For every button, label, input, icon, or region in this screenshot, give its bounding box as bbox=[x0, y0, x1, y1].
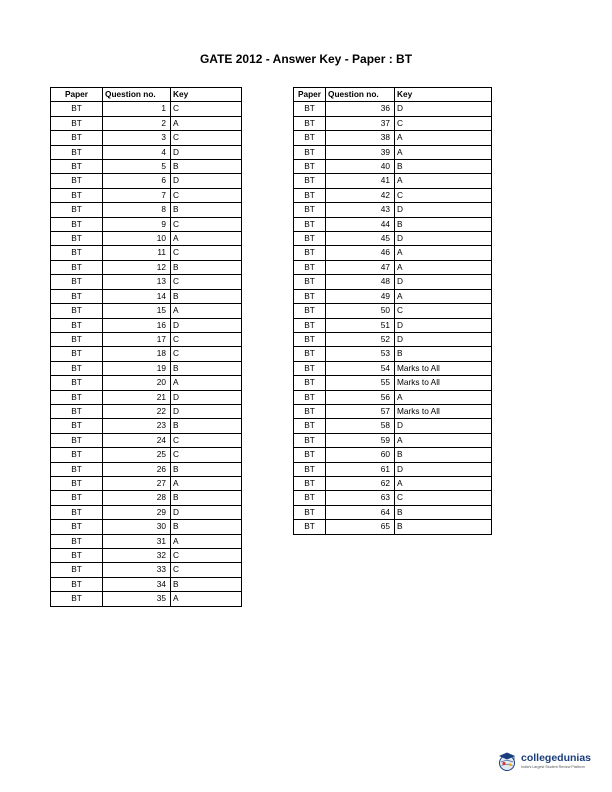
question-no-cell: 8 bbox=[103, 203, 171, 217]
paper-cell: BT bbox=[294, 217, 326, 231]
question-no-cell: 17 bbox=[103, 332, 171, 346]
paper-cell: BT bbox=[51, 520, 103, 534]
question-no-cell: 6 bbox=[103, 174, 171, 188]
question-no-cell: 18 bbox=[103, 347, 171, 361]
header-key: Key bbox=[171, 88, 242, 102]
paper-cell: BT bbox=[51, 390, 103, 404]
table-row bbox=[51, 260, 242, 274]
table-row bbox=[51, 160, 242, 174]
table-header-row bbox=[294, 88, 492, 102]
table-row bbox=[294, 188, 492, 202]
question-no-cell: 19 bbox=[103, 361, 171, 375]
key-cell: B bbox=[171, 160, 242, 174]
header-key: Key bbox=[395, 88, 492, 102]
key-cell: B bbox=[171, 462, 242, 476]
table-row bbox=[294, 318, 492, 332]
table-row bbox=[51, 549, 242, 563]
key-cell: D bbox=[171, 505, 242, 519]
question-no-cell: 30 bbox=[103, 520, 171, 534]
question-no-cell: 24 bbox=[103, 433, 171, 447]
question-no-cell: 48 bbox=[326, 275, 395, 289]
key-cell: C bbox=[171, 131, 242, 145]
paper-cell: BT bbox=[294, 318, 326, 332]
key-cell: A bbox=[395, 174, 492, 188]
header-question-no: Question no. bbox=[103, 88, 171, 102]
key-cell: B bbox=[171, 260, 242, 274]
key-cell: A bbox=[171, 534, 242, 548]
table-row bbox=[294, 131, 492, 145]
logo-wordmark: collegedunias bbox=[521, 752, 592, 764]
question-no-cell: 52 bbox=[326, 332, 395, 346]
paper-cell: BT bbox=[294, 131, 326, 145]
logo-tagline: India's Largest Student Review Platform bbox=[521, 765, 585, 769]
paper-cell: BT bbox=[294, 275, 326, 289]
key-cell: A bbox=[395, 246, 492, 260]
paper-cell: BT bbox=[294, 332, 326, 346]
key-cell: A bbox=[395, 260, 492, 274]
key-cell: C bbox=[171, 549, 242, 563]
table-row bbox=[294, 476, 492, 490]
table-row bbox=[294, 332, 492, 346]
paper-cell: BT bbox=[294, 404, 326, 418]
key-cell: C bbox=[171, 188, 242, 202]
paper-cell: BT bbox=[294, 203, 326, 217]
key-cell: Marks to All bbox=[395, 376, 492, 390]
paper-cell: BT bbox=[51, 160, 103, 174]
header-question-no: Question no. bbox=[326, 88, 395, 102]
table-row bbox=[51, 448, 242, 462]
key-cell: D bbox=[395, 462, 492, 476]
paper-cell: BT bbox=[294, 376, 326, 390]
question-no-cell: 26 bbox=[103, 462, 171, 476]
paper-cell: BT bbox=[294, 390, 326, 404]
key-cell: B bbox=[395, 520, 492, 534]
question-no-cell: 21 bbox=[103, 390, 171, 404]
paper-cell: BT bbox=[51, 174, 103, 188]
paper-cell: BT bbox=[51, 462, 103, 476]
key-cell: C bbox=[171, 448, 242, 462]
key-cell: D bbox=[395, 275, 492, 289]
key-cell: B bbox=[171, 289, 242, 303]
paper-cell: BT bbox=[51, 476, 103, 490]
paper-cell: BT bbox=[51, 404, 103, 418]
paper-cell: BT bbox=[51, 592, 103, 606]
question-no-cell: 25 bbox=[103, 448, 171, 462]
question-no-cell: 13 bbox=[103, 275, 171, 289]
paper-cell: BT bbox=[294, 361, 326, 375]
paper-cell: BT bbox=[51, 116, 103, 130]
table-row bbox=[294, 217, 492, 231]
key-cell: B bbox=[395, 505, 492, 519]
key-cell: B bbox=[171, 491, 242, 505]
key-cell: D bbox=[171, 145, 242, 159]
key-cell: D bbox=[171, 318, 242, 332]
question-no-cell: 28 bbox=[103, 491, 171, 505]
paper-cell: BT bbox=[51, 289, 103, 303]
question-no-cell: 14 bbox=[103, 289, 171, 303]
table-row bbox=[51, 174, 242, 188]
paper-cell: BT bbox=[294, 246, 326, 260]
key-cell: A bbox=[395, 289, 492, 303]
key-cell: D bbox=[395, 318, 492, 332]
table-row bbox=[294, 289, 492, 303]
table-row bbox=[51, 102, 242, 116]
question-no-cell: 35 bbox=[103, 592, 171, 606]
paper-cell: BT bbox=[294, 102, 326, 116]
question-no-cell: 45 bbox=[326, 232, 395, 246]
table-row bbox=[294, 462, 492, 476]
key-cell: B bbox=[171, 361, 242, 375]
paper-cell: BT bbox=[51, 188, 103, 202]
key-cell: B bbox=[395, 217, 492, 231]
question-no-cell: 38 bbox=[326, 131, 395, 145]
paper-cell: BT bbox=[51, 419, 103, 433]
key-cell: A bbox=[395, 433, 492, 447]
question-no-cell: 51 bbox=[326, 318, 395, 332]
paper-cell: BT bbox=[294, 174, 326, 188]
key-cell: C bbox=[171, 563, 242, 577]
key-cell: C bbox=[171, 332, 242, 346]
table-row bbox=[51, 476, 242, 490]
question-no-cell: 16 bbox=[103, 318, 171, 332]
question-no-cell: 65 bbox=[326, 520, 395, 534]
paper-cell: BT bbox=[294, 160, 326, 174]
paper-cell: BT bbox=[51, 347, 103, 361]
table-row bbox=[294, 275, 492, 289]
key-cell: C bbox=[171, 433, 242, 447]
question-no-cell: 9 bbox=[103, 217, 171, 231]
table-row bbox=[51, 433, 242, 447]
key-cell: A bbox=[171, 116, 242, 130]
paper-cell: BT bbox=[51, 376, 103, 390]
table-row bbox=[51, 304, 242, 318]
table-row bbox=[51, 145, 242, 159]
table-row bbox=[51, 275, 242, 289]
table-row bbox=[294, 433, 492, 447]
question-no-cell: 34 bbox=[103, 577, 171, 591]
key-cell: C bbox=[171, 102, 242, 116]
table-row bbox=[51, 390, 242, 404]
table-row bbox=[51, 332, 242, 346]
paper-cell: BT bbox=[51, 318, 103, 332]
table-row bbox=[51, 419, 242, 433]
question-no-cell: 37 bbox=[326, 116, 395, 130]
question-no-cell: 33 bbox=[103, 563, 171, 577]
table-row bbox=[294, 347, 492, 361]
paper-cell: BT bbox=[294, 232, 326, 246]
paper-cell: BT bbox=[51, 275, 103, 289]
question-no-cell: 36 bbox=[326, 102, 395, 116]
question-no-cell: 57 bbox=[326, 404, 395, 418]
graduation-cap-globe-icon bbox=[496, 750, 518, 772]
key-cell: Marks to All bbox=[395, 361, 492, 375]
table-row bbox=[51, 217, 242, 231]
table-row bbox=[294, 505, 492, 519]
table-row bbox=[51, 289, 242, 303]
paper-cell: BT bbox=[51, 217, 103, 231]
question-no-cell: 50 bbox=[326, 304, 395, 318]
key-cell: C bbox=[171, 347, 242, 361]
question-no-cell: 1 bbox=[103, 102, 171, 116]
key-cell: D bbox=[395, 102, 492, 116]
key-cell: C bbox=[171, 246, 242, 260]
paper-cell: BT bbox=[294, 448, 326, 462]
key-cell: C bbox=[171, 217, 242, 231]
paper-cell: BT bbox=[294, 289, 326, 303]
question-no-cell: 55 bbox=[326, 376, 395, 390]
paper-cell: BT bbox=[294, 116, 326, 130]
paper-cell: BT bbox=[294, 260, 326, 274]
table-row bbox=[294, 304, 492, 318]
question-no-cell: 58 bbox=[326, 419, 395, 433]
key-cell: B bbox=[171, 203, 242, 217]
table-row bbox=[294, 203, 492, 217]
key-cell: A bbox=[395, 145, 492, 159]
key-cell: D bbox=[395, 332, 492, 346]
question-no-cell: 61 bbox=[326, 462, 395, 476]
paper-cell: BT bbox=[294, 347, 326, 361]
table-row bbox=[294, 246, 492, 260]
key-cell: D bbox=[171, 404, 242, 418]
key-cell: B bbox=[395, 448, 492, 462]
paper-cell: BT bbox=[51, 549, 103, 563]
question-no-cell: 59 bbox=[326, 433, 395, 447]
paper-cell: BT bbox=[51, 563, 103, 577]
paper-cell: BT bbox=[51, 145, 103, 159]
key-cell: C bbox=[395, 188, 492, 202]
table-row bbox=[51, 534, 242, 548]
question-no-cell: 10 bbox=[103, 232, 171, 246]
question-no-cell: 29 bbox=[103, 505, 171, 519]
question-no-cell: 62 bbox=[326, 476, 395, 490]
paper-cell: BT bbox=[51, 448, 103, 462]
table-row bbox=[294, 448, 492, 462]
question-no-cell: 47 bbox=[326, 260, 395, 274]
paper-cell: BT bbox=[294, 505, 326, 519]
question-no-cell: 41 bbox=[326, 174, 395, 188]
question-no-cell: 12 bbox=[103, 260, 171, 274]
table-row bbox=[51, 592, 242, 606]
question-no-cell: 54 bbox=[326, 361, 395, 375]
table-row bbox=[51, 505, 242, 519]
question-no-cell: 15 bbox=[103, 304, 171, 318]
question-no-cell: 32 bbox=[103, 549, 171, 563]
table-row bbox=[294, 419, 492, 433]
table-header-row bbox=[51, 88, 242, 102]
table-row bbox=[51, 404, 242, 418]
key-cell: A bbox=[395, 131, 492, 145]
question-no-cell: 43 bbox=[326, 203, 395, 217]
table-row bbox=[294, 260, 492, 274]
question-no-cell: 11 bbox=[103, 246, 171, 260]
question-no-cell: 63 bbox=[326, 491, 395, 505]
table-row bbox=[294, 491, 492, 505]
paper-cell: BT bbox=[51, 505, 103, 519]
header-paper: Paper bbox=[294, 88, 326, 102]
key-cell: B bbox=[171, 520, 242, 534]
table-row bbox=[51, 491, 242, 505]
key-cell: Marks to All bbox=[395, 404, 492, 418]
key-cell: B bbox=[395, 347, 492, 361]
key-cell: D bbox=[395, 203, 492, 217]
table-row bbox=[294, 390, 492, 404]
table-row bbox=[294, 160, 492, 174]
question-no-cell: 60 bbox=[326, 448, 395, 462]
table-row bbox=[51, 563, 242, 577]
key-cell: D bbox=[171, 174, 242, 188]
table-row bbox=[51, 347, 242, 361]
table-row bbox=[294, 116, 492, 130]
table-row bbox=[51, 361, 242, 375]
key-cell: A bbox=[171, 592, 242, 606]
paper-cell: BT bbox=[51, 332, 103, 346]
question-no-cell: 42 bbox=[326, 188, 395, 202]
paper-cell: BT bbox=[51, 304, 103, 318]
table-row bbox=[294, 174, 492, 188]
table-row bbox=[294, 145, 492, 159]
paper-cell: BT bbox=[51, 433, 103, 447]
question-no-cell: 40 bbox=[326, 160, 395, 174]
question-no-cell: 27 bbox=[103, 476, 171, 490]
paper-cell: BT bbox=[51, 102, 103, 116]
paper-cell: BT bbox=[51, 203, 103, 217]
paper-cell: BT bbox=[294, 145, 326, 159]
question-no-cell: 22 bbox=[103, 404, 171, 418]
header-paper: Paper bbox=[51, 88, 103, 102]
table-row bbox=[51, 246, 242, 260]
table-row bbox=[294, 404, 492, 418]
paper-cell: BT bbox=[294, 491, 326, 505]
key-cell: C bbox=[395, 116, 492, 130]
key-cell: A bbox=[171, 476, 242, 490]
key-cell: D bbox=[395, 419, 492, 433]
table-row bbox=[51, 116, 242, 130]
paper-cell: BT bbox=[51, 131, 103, 145]
question-no-cell: 44 bbox=[326, 217, 395, 231]
table-row bbox=[51, 462, 242, 476]
table-row bbox=[294, 102, 492, 116]
question-no-cell: 56 bbox=[326, 390, 395, 404]
question-no-cell: 4 bbox=[103, 145, 171, 159]
table-row bbox=[294, 232, 492, 246]
question-no-cell: 39 bbox=[326, 145, 395, 159]
paper-cell: BT bbox=[51, 491, 103, 505]
page-title: GATE 2012 - Answer Key - Paper : BT bbox=[199, 52, 413, 66]
table-row bbox=[51, 203, 242, 217]
table-row bbox=[294, 376, 492, 390]
table-row bbox=[51, 520, 242, 534]
table-row bbox=[51, 577, 242, 591]
paper-cell: BT bbox=[51, 361, 103, 375]
answer-key-table-right bbox=[293, 87, 492, 535]
answer-key-table-left bbox=[50, 87, 242, 607]
paper-cell: BT bbox=[51, 260, 103, 274]
table-row bbox=[294, 520, 492, 534]
key-cell: A bbox=[171, 232, 242, 246]
paper-cell: BT bbox=[294, 433, 326, 447]
question-no-cell: 31 bbox=[103, 534, 171, 548]
paper-cell: BT bbox=[294, 462, 326, 476]
key-cell: A bbox=[395, 390, 492, 404]
key-cell: D bbox=[395, 232, 492, 246]
table-row bbox=[51, 318, 242, 332]
collegedunia-logo[interactable] bbox=[496, 750, 612, 774]
paper-cell: BT bbox=[294, 188, 326, 202]
table-row bbox=[51, 188, 242, 202]
key-cell: C bbox=[395, 304, 492, 318]
key-cell: B bbox=[395, 160, 492, 174]
key-cell: B bbox=[171, 577, 242, 591]
key-cell: D bbox=[171, 390, 242, 404]
paper-cell: BT bbox=[294, 304, 326, 318]
key-cell: B bbox=[171, 419, 242, 433]
paper-cell: BT bbox=[294, 476, 326, 490]
question-no-cell: 5 bbox=[103, 160, 171, 174]
paper-cell: BT bbox=[51, 232, 103, 246]
key-cell: C bbox=[395, 491, 492, 505]
paper-cell: BT bbox=[51, 577, 103, 591]
table-row bbox=[51, 131, 242, 145]
paper-cell: BT bbox=[294, 419, 326, 433]
table-row bbox=[294, 361, 492, 375]
table-row bbox=[51, 376, 242, 390]
paper-cell: BT bbox=[51, 246, 103, 260]
key-cell: A bbox=[395, 476, 492, 490]
paper-cell: BT bbox=[294, 520, 326, 534]
question-no-cell: 46 bbox=[326, 246, 395, 260]
question-no-cell: 2 bbox=[103, 116, 171, 130]
question-no-cell: 20 bbox=[103, 376, 171, 390]
question-no-cell: 7 bbox=[103, 188, 171, 202]
question-no-cell: 23 bbox=[103, 419, 171, 433]
question-no-cell: 64 bbox=[326, 505, 395, 519]
key-cell: A bbox=[171, 376, 242, 390]
paper-cell: BT bbox=[51, 534, 103, 548]
question-no-cell: 3 bbox=[103, 131, 171, 145]
key-cell: C bbox=[171, 275, 242, 289]
table-row bbox=[51, 232, 242, 246]
key-cell: A bbox=[171, 304, 242, 318]
question-no-cell: 53 bbox=[326, 347, 395, 361]
question-no-cell: 49 bbox=[326, 289, 395, 303]
